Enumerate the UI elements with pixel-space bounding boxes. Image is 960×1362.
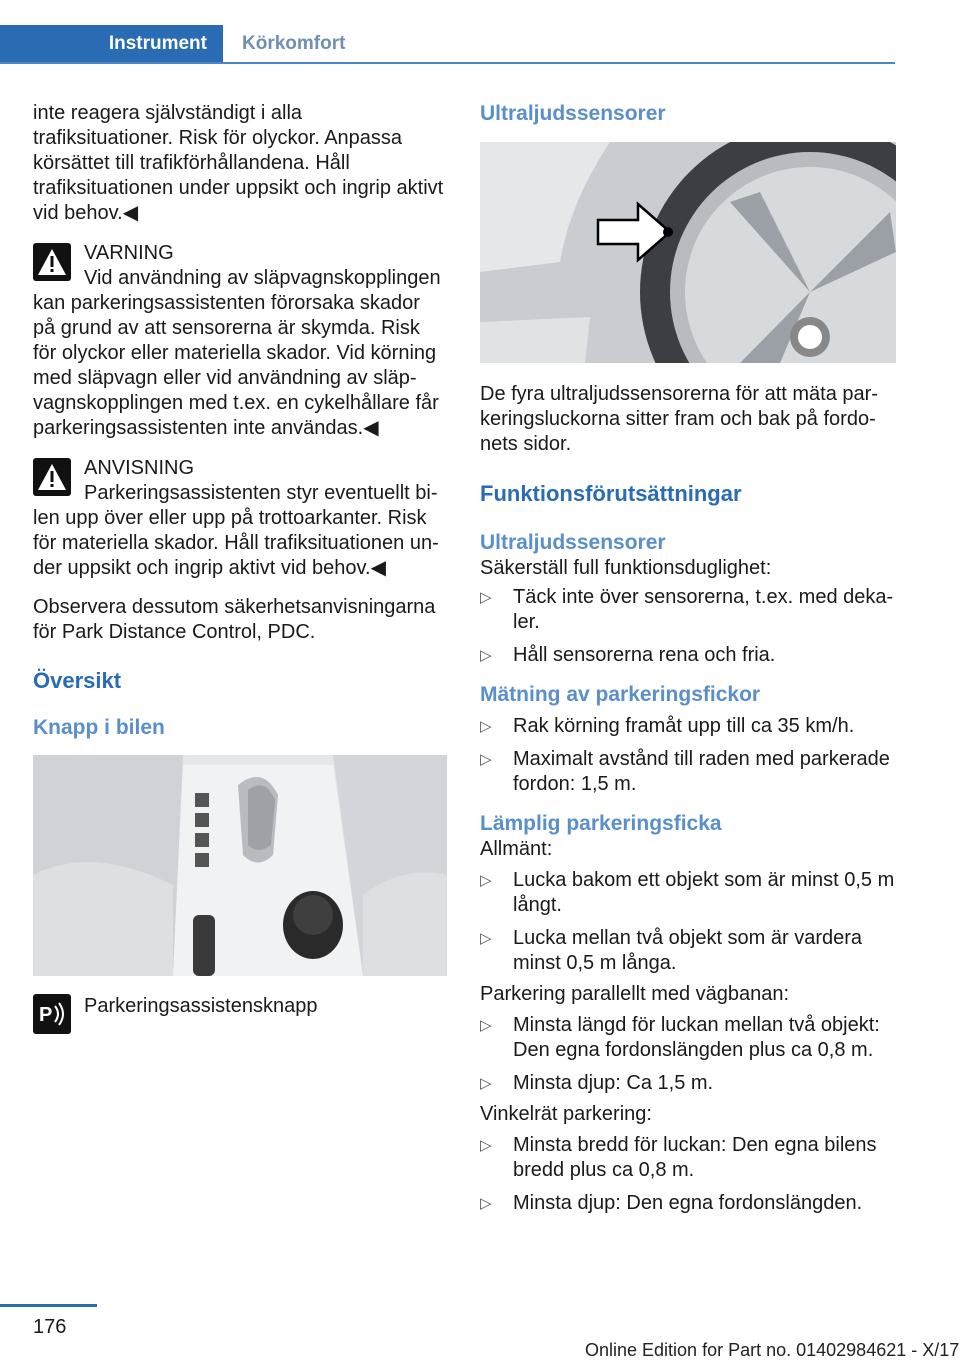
heading-matning: Mätning av parkeringsfickor [480, 683, 761, 706]
parking-assistant-icon [33, 994, 71, 1034]
list-item: ▷ Minsta längd för luckan mellan två objekt: Den egna fordonslängden plus ca 0,8 m. [480, 1014, 880, 1061]
heading-lamplig: Lämplig parkeringsficka [480, 812, 722, 835]
list-item: ▷ Minsta djup: Den egna fordonslängden. [480, 1192, 863, 1214]
tab-label: Instrument [108, 33, 207, 54]
perp-bullets [480, 1133, 896, 1216]
console-photo [33, 755, 447, 976]
button-caption: Parkeringsassistensknapp [84, 995, 318, 1017]
warning-body-first: Vid användning av släpvagnskopplingen [84, 267, 441, 289]
left-column [33, 101, 447, 1034]
bullet-triangle-icon: ▷ [480, 1137, 492, 1154]
warning-triangle-icon [33, 243, 71, 281]
online-edition-text: Online Edition for Part no. 01402984621 - X/17 [585, 1340, 960, 1360]
notice-block [33, 456, 447, 581]
notice-title: ANVISNING [84, 457, 195, 479]
bullet-triangle-icon: ▷ [480, 751, 492, 768]
parallel-text: Parkering parallellt med vägbanan: [480, 983, 790, 1005]
list-item: ▷ Täck inte över sensorerna, t.ex. med dekaler. [480, 586, 894, 633]
heading-ultraljudssensorer-2: Ultraljudssensorer [480, 531, 666, 554]
page-number: 176 [33, 1316, 67, 1338]
list-item: ▷ Lucka mellan två objekt som är vardera minst 0,5 m långa. [480, 927, 863, 974]
footer-rule [0, 1304, 97, 1307]
bullet-triangle-icon: ▷ [480, 1195, 492, 1212]
list-item: ▷ Lucka bakom ett objekt som är minst 0,5 m långt. [480, 869, 895, 916]
chapter-tabs [0, 25, 895, 64]
sensor-bullets [480, 585, 896, 668]
notice-body: len upp över eller upp på trottoarkanter. Risk för materiella skador. Håll trafiksituationen under uppsikt och ingrip aktivt vid behov.◀ [33, 507, 439, 579]
warning-body: kan parkeringsassistenten förorsaka skador på grund av att sensorerna är skymda. Risk för olyckor eller materiella skador. Vid körning med släpvagn eller vid användning av släpvagnskopplingen med t.ex. en cykelhållare får parkeringsassistenten inte användas.◀ [33, 292, 439, 439]
intro-paragraph: inte reagera självständigt i alla trafiksituationer. Risk för olyckor. Anpassa körsättet till trafikförhållandena. Håll trafiksituationen under uppsikt och ingrip aktivt vid behov.◀ [33, 102, 444, 224]
bullet-triangle-icon: ▷ [480, 589, 492, 606]
heading-oversikt: Översikt [33, 668, 122, 693]
observe-paragraph: Observera dessutom säkerhetsanvisningarna för Park Distance Control, PDC. [33, 596, 436, 643]
sensor-photo [480, 142, 896, 363]
tab-instrument[interactable] [0, 25, 223, 62]
list-item: ▷ Minsta bredd för luckan: Den egna bilens bredd plus ca 0,8 m. [480, 1134, 877, 1181]
perp-text: Vinkelrät parkering: [480, 1103, 652, 1125]
bullet-triangle-icon: ▷ [480, 718, 492, 735]
bullet-triangle-icon: ▷ [480, 930, 492, 947]
parallel-bullets [480, 1013, 896, 1096]
bullet-triangle-icon: ▷ [480, 647, 492, 664]
bullet-triangle-icon: ▷ [480, 1017, 492, 1034]
measure-bullets [480, 714, 896, 797]
notice-triangle-icon [33, 458, 71, 496]
heading-ultraljudssensorer: Ultraljudssensorer [480, 102, 666, 125]
warning-block [33, 241, 447, 441]
bullet-triangle-icon: ▷ [480, 872, 492, 889]
tab-korkomfort[interactable]: Körkomfort [242, 33, 346, 54]
heading-knapp-i-bilen: Knapp i bilen [33, 716, 165, 739]
button-caption-row [33, 994, 447, 1034]
list-item: ▷ Rak körning framåt upp till ca 35 km/h. [480, 715, 855, 737]
list-item: ▷ Maximalt avstånd till raden med parkerade fordon: 1,5 m. [480, 748, 890, 795]
sensors-text: De fyra ultraljudssensorerna för att mäta parkeringsluckorna sitter fram och bak på fordonets sidor. [480, 383, 878, 455]
general-text: Allmänt: [480, 838, 553, 860]
svg-text:P: P [39, 1004, 53, 1026]
right-column [480, 101, 896, 1216]
general-bullets [480, 868, 896, 976]
list-item: ▷ Minsta djup: Ca 1,5 m. [480, 1072, 714, 1094]
bullet-triangle-icon: ▷ [480, 1075, 492, 1092]
warning-title: VARNING [84, 242, 174, 264]
ensure-text: Säkerställ full funktionsduglighet: [480, 557, 772, 579]
heading-funktionsforutsattningar: Funktionsförutsättningar [480, 481, 742, 506]
list-item: ▷ Håll sensorerna rena och fria. [480, 644, 776, 666]
notice-body-first: Parkeringsassistenten styr eventuellt bi- [84, 482, 438, 504]
